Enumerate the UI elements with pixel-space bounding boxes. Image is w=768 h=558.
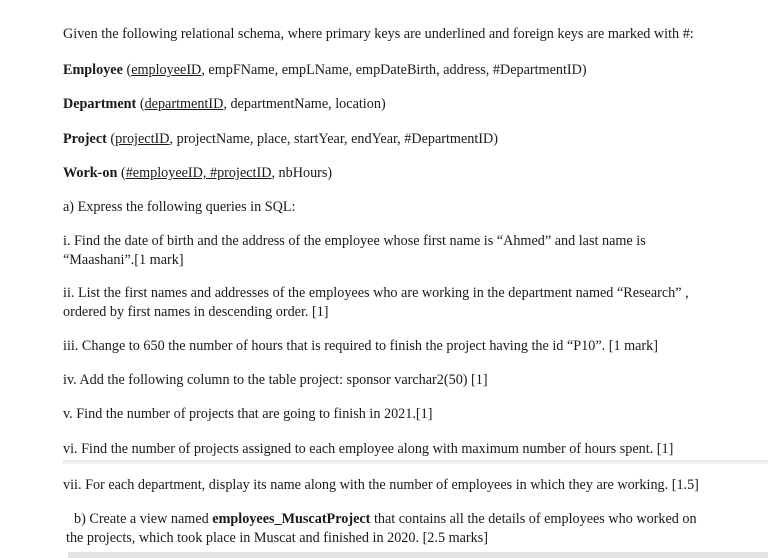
section-divider bbox=[63, 460, 768, 464]
part-b-suffix: that contains all the details of employees who worked on the projects, which took place in Muscat and finished in 2020. [2.5 marks] bbox=[66, 511, 697, 546]
open-paren: ( bbox=[106, 131, 116, 147]
primary-key: employeeID bbox=[131, 62, 202, 78]
part-a-heading: a) Express the following queries in SQL: bbox=[63, 199, 296, 215]
question-vii: vii. For each department, display its name along with the number of employees in which they are working. [1.5] bbox=[63, 477, 699, 493]
primary-key: projectID bbox=[115, 131, 170, 147]
schema-workon bbox=[63, 164, 743, 183]
question-iii: iii. Change to 650 the number of hours that is required to finish the project having the id “P10”. [1 mark] bbox=[63, 338, 658, 354]
open-paren: ( bbox=[117, 165, 126, 181]
question-ii: ii. List the first names and addresses of the employees who are working in the department named “Research” , ordered by first names in descending order. [1] bbox=[63, 285, 689, 320]
relation-name: Department bbox=[63, 96, 137, 112]
part-b-text bbox=[66, 510, 706, 548]
relation-name: Project bbox=[63, 131, 107, 147]
view-name: employees_MuscatProject bbox=[212, 511, 371, 527]
schema-project bbox=[63, 130, 743, 149]
relation-name: Work-on bbox=[63, 165, 118, 181]
attributes: , nbHours) bbox=[271, 165, 333, 181]
attributes: , projectName, place, startYear, endYear, #DepartmentID) bbox=[169, 131, 498, 147]
question-v: v. Find the number of projects that are going to finish in 2021.[1] bbox=[63, 406, 433, 422]
attributes: , empFName, empLName, empDateBirth, address, #DepartmentID) bbox=[201, 62, 587, 78]
open-paren: ( bbox=[122, 62, 132, 78]
schema-department bbox=[63, 95, 743, 114]
schema-employee bbox=[63, 61, 743, 80]
question-vi: vi. Find the number of projects assigned to each employee along with maximum number of hours spent. [1] bbox=[63, 441, 674, 457]
primary-key: departmentID bbox=[144, 96, 224, 112]
primary-key: #employeeID, #projectID bbox=[125, 165, 272, 181]
relation-name: Employee bbox=[63, 62, 123, 78]
intro-text: Given the following relational schema, where primary keys are underlined and foreign keys are marked with #: bbox=[63, 26, 694, 42]
attributes: , departmentName, location) bbox=[223, 96, 386, 112]
part-b-prefix: b) Create a view named bbox=[74, 511, 213, 527]
question-i: i. Find the date of birth and the address of the employee whose first name is “Ahmed” and last name is “Maashani”.[1 mark] bbox=[63, 233, 646, 268]
question-iv: iv. Add the following column to the table project: sponsor varchar2(50) [1] bbox=[63, 372, 488, 388]
bottom-toolbar-edge bbox=[68, 552, 768, 558]
open-paren: ( bbox=[136, 96, 145, 112]
